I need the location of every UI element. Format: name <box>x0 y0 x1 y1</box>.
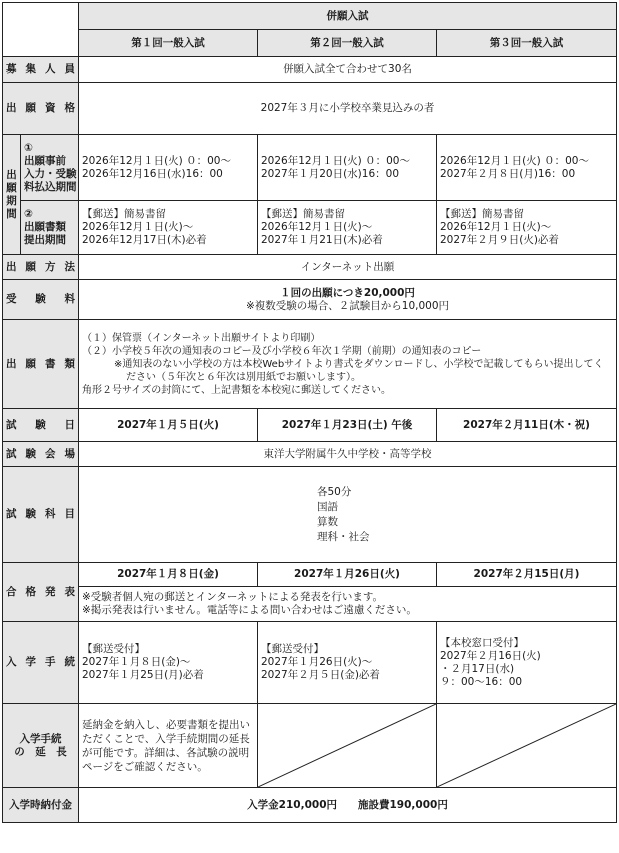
results-notes <box>79 587 617 622</box>
period-sub1-exam1: 2026年12月１日(火) ０：00～ 2026年12月16日(水)16：00 <box>79 135 258 201</box>
enrollment-exam3: 【本校窓口受付】 2027年２月16日(火) ・２月17日(水) ９：00～16：00 <box>437 622 617 704</box>
label-period: 出 願 期 間 <box>3 135 21 255</box>
fee-line2: ※複数受験の場合、２試験目から10,000円 <box>245 299 450 312</box>
payment-value: 入学金210,000円 施設費190,000円 <box>79 788 617 823</box>
results-date-1: 2027年１月８日(金) <box>79 563 258 587</box>
period-sub1-exam3: 2026年12月１日(火) ０：00～ 2027年２月８日(月)16：00 <box>437 135 617 201</box>
label-fee: 受験料 <box>3 280 79 320</box>
results-note1: ※受験者個人宛の郵送とインターネットによる発表を行います。 <box>82 591 384 603</box>
header-exam-1: 第１回一般入試 <box>79 30 258 57</box>
eligibility-value: 2027年３月に小学校卒業見込みの者 <box>79 83 617 135</box>
documents-line2: （２）小学校５年次の通知表のコピー及び小学校６年次１学期（前期）の通知表のコピー <box>82 345 482 357</box>
label-period-sub2: ② 出願書類 提出期間 <box>21 201 79 255</box>
label-exam-date: 試験日 <box>3 409 79 442</box>
header-group: 併願入試 <box>79 3 617 30</box>
label-payment: 入学時納付金 <box>3 788 79 823</box>
header-exam-3: 第３回一般入試 <box>437 30 617 57</box>
results-date-3: 2027年２月15日(月) <box>437 563 617 587</box>
label-results: 合格発表 <box>3 563 79 622</box>
extension-value: 延納金を納入し、必要書類を提出いただくことで、入学手続期間の延長が可能です。詳細は、各試験の説明ページをご確認ください。 <box>79 704 258 788</box>
enrollment-exam1: 【郵送受付】 2027年１月８日(金)～ 2027年１月25日(月)必着 <box>79 622 258 704</box>
results-note2: ※掲示発表は行いません。電話等による問い合わせはご遠慮ください。 <box>82 604 417 616</box>
period-sub2-exam2: 【郵送】簡易書留 2026年12月１日(火)～ 2027年１月21日(木)必着 <box>258 201 437 255</box>
extension-empty-2 <box>258 704 437 788</box>
period-sub1-exam2: 2026年12月１日(火) ０：00～ 2027年１月20日(水)16：00 <box>258 135 437 201</box>
diagonal-line <box>437 704 616 787</box>
subjects-value: 各50分 国語 算数 理科・社会 <box>79 467 617 563</box>
fee-line1: １回の出願につき20,000円 <box>280 286 415 299</box>
results-date-2: 2027年１月26日(火) <box>258 563 437 587</box>
period-sub2-exam1: 【郵送】簡易書留 2026年12月１日(火)～ 2026年12月17日(木)必着 <box>79 201 258 255</box>
label-extension: 入学手続 の 延 長 <box>3 704 79 788</box>
exam-date-3: 2027年２月11日(木・祝) <box>437 409 617 442</box>
fee-value <box>79 280 617 320</box>
documents-line1: （１）保管票（インターネット出願サイトより印刷） <box>82 332 321 344</box>
label-method: 出願方法 <box>3 255 79 280</box>
label-documents: 出願書類 <box>3 320 79 409</box>
documents-value <box>79 320 617 409</box>
exam-date-1: 2027年１月５日(火) <box>79 409 258 442</box>
admission-table <box>2 2 617 823</box>
exam-date-2: 2027年１月23日(土) 午後 <box>258 409 437 442</box>
label-recruit: 募集人員 <box>3 57 79 83</box>
label-period-sub1: ① 出願事前 入力・受験 料払込期間 <box>21 135 79 201</box>
venue-value: 東洋大学附属牛久中学校・高等学校 <box>79 442 617 467</box>
period-sub2-exam3: 【郵送】簡易書留 2026年12月１日(火)～ 2027年２月９日(火)必着 <box>437 201 617 255</box>
label-subjects: 試験科目 <box>3 467 79 563</box>
documents-last: 角形２号サイズの封筒にて、上記書類を本校宛に郵送してください。 <box>82 384 391 396</box>
header-exam-2: 第２回一般入試 <box>258 30 437 57</box>
extension-empty-3 <box>437 704 617 788</box>
label-venue: 試験会場 <box>3 442 79 467</box>
label-eligibility: 出願資格 <box>3 83 79 135</box>
documents-note: ※通知表のない小学校の方は本校Webサイトより書式をダウンロードし、小学校で記載してもらい提出してください（５年次と６年次は別用紙でお願いします）。 <box>114 358 604 383</box>
diagonal-line <box>258 704 436 787</box>
recruit-value: 併願入試全て合わせて30名 <box>79 57 617 83</box>
enrollment-exam2: 【郵送受付】 2027年１月26日(火)～ 2027年２月５日(金)必着 <box>258 622 437 704</box>
label-enrollment: 入学手続 <box>3 622 79 704</box>
corner-cell <box>3 3 79 57</box>
method-value: インターネット出願 <box>79 255 617 280</box>
